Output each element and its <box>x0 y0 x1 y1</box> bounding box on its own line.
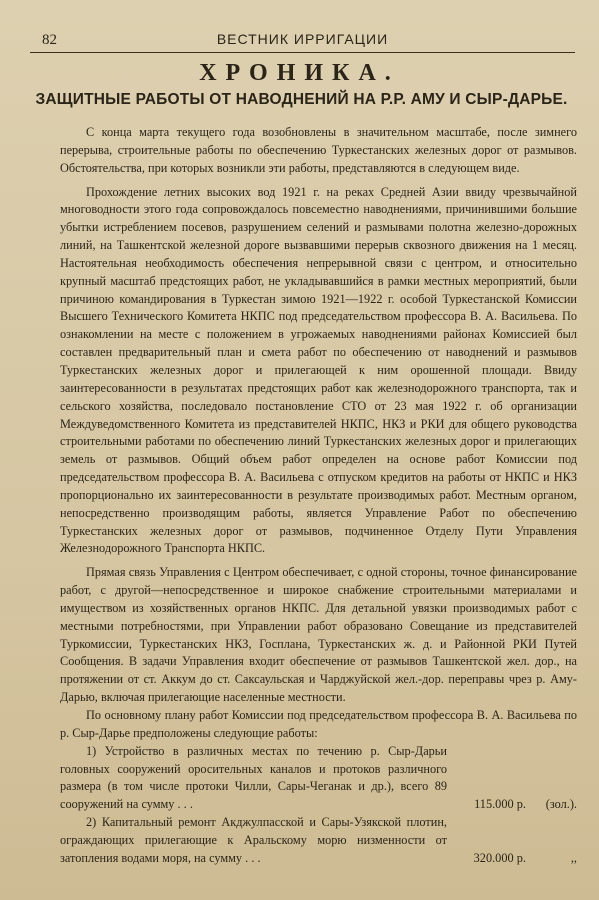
running-header <box>30 30 575 53</box>
item-note: ,, <box>570 850 577 865</box>
paragraph-4: По основному плану работ Комиссии под председательством профессора В. А. Васильева по р. Сыр-Дарье предположены следующие работы: <box>60 708 577 740</box>
journal-title: ВЕСТНИК ИРРИГАЦИИ <box>216 31 389 47</box>
paragraph-1: С конца марта текущего года возобновлены в значительном масштабе, после зимнего перерыва, строительные работы по обеспечению Туркестанских железных дорог от размывов. Обстоятельства, при которых возникли эти работы, представляются в следующем виде. <box>60 125 577 175</box>
item-leader: . . . <box>177 797 193 812</box>
item-note: (зол.). <box>545 797 577 812</box>
section-title: ХРОНИКА. <box>199 60 400 86</box>
article-title: ЗАЩИТНЫЕ РАБОТЫ ОТ НАВОДНЕНИЙ НА Р.Р. АМУ И СЫР-ДАРЬЕ. <box>35 91 568 108</box>
paragraph-3: Прямая связь Управления с Центром обеспечивает, с одной стороны, точное финансирование работ, с другой—непосредственное и широкое снабжение строительными материалами и имуществом из хозяйственных органов НКПС. Для детальной увязки производимых работ с местными потребностями, при Управлении работ образовано Совещание из представителей Туркомиссии, Туркестанских НКЗ, Госплана, Туркестанских ж. д. и Районной РКИ Путей Сообщения. В задачи Управления входит обеспечение от размывов Ташкентской жел. дор., на протяжении от ст. Аккум до ст. Саксаульская и Чарджуйской жел.-дор. переправы чрез р. Аму-Дарью, включая прилегающие населенные местности. <box>60 565 577 705</box>
article-body <box>60 124 577 868</box>
list-item <box>60 743 577 814</box>
item-amount: 115.000 р. <box>474 797 526 812</box>
list-item <box>60 814 577 868</box>
item-text: 1) Устройство в различных местах по течению р. Сыр-Дарьи головных сооружений оросительных каналов и протоков различного размера (в том числе протоки Чилли, Сары-Чеганак и др.), всего 89 сооружений на сумму <box>60 743 447 812</box>
item-amount: 320.000 р. <box>473 850 526 865</box>
paragraph-2: Прохождение летних высоких вод 1921 г. на реках Средней Азии ввиду чрезвычайной многоводности этого года сопровождалось повсеместно наводнениями, причинившими большие убытки истреблением посевов, разрушением селений и размывами полотна железно-дорожных линий, на Ташкентской железной дороге вызвавшими перерыв сквозного движения на 1 месяц. Настоятельная необходимость обеспечения непрерывной связи с центром, и относительно крупный масштаб предстоящих работ, не укладывавшийся в рамки местных мероприятий, были причиною командирования в Туркестан зимою 1921—1922 г. особой Туркестанской Комиссии Высшего Технического Комитета НКПС под председательством профессора В. А. Васильева. По ознакомлении на месте с положением в угрожаемых наводнениями районах Комиссией был составлен предварительный план и смета работ по обеспечению от наводнений и размывов Туркестанских железных дорог и прилегающей к ним орошенной площади. Ввиду заинтересованности в результатах предстоящих работ как железнодорожного транспорта, так и сельского хозяйства, последовало постановление СТО от 23 мая 1922 г. об организации Междуведомственного Комитета из представителей НКПС, НКЗ и РКИ для общего руководства строительными работами по обеспечению линий Туркестанских железных дорог и прилегающих земель от размывов. Общий объем работ определен на основе работ Комиссии под председательством профессора В. А. Васильева с отпуском кредитов на работы от НКПС и НКЗ пропорционально их заинтересованности в результате производимых работ. Местным органом, непосредственно производящим работы, является Управление Работ по обеспечению Туркестанских железных дорог от размывов, подчиненное Отделу Пути Управления Железнодорожного Транспорта НКПС. <box>60 184 577 556</box>
page-number: 82 <box>42 32 57 48</box>
item-text: 2) Капитальный ремонт Акджулпасской и Сары-Узякской плотин, ограждающих прилегающие к Аральскому морю низменности от затопления водами моря, на сумму <box>60 815 447 865</box>
item-leader: . . . <box>245 850 261 865</box>
